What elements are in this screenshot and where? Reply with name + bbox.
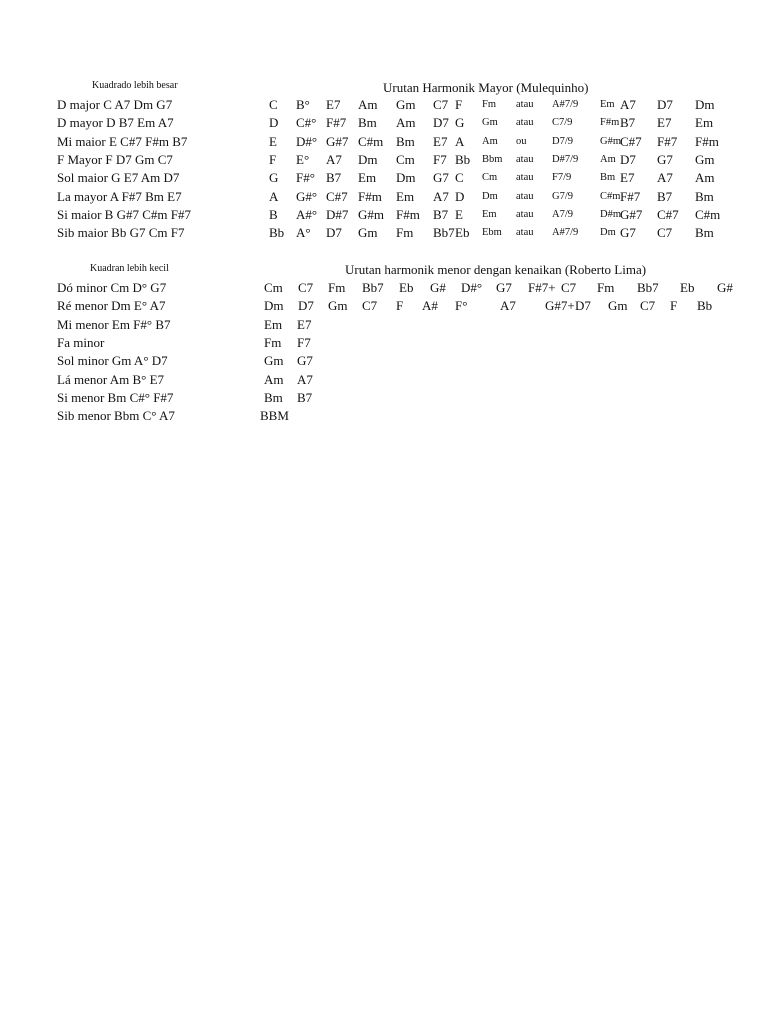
major-chord-cell: C#m [358,133,384,149]
major-chord-cell: atau [516,208,534,220]
major-chord-cell: Eb [455,225,470,241]
major-chord-cell: atau [516,153,534,165]
major-chord-cell: G#m [600,135,621,147]
major-chord-cell: Fm [396,225,414,241]
major-chord-cell: Am [396,115,416,131]
major-chord-cell: Cm [396,151,415,167]
major-chord-cell: Bm [600,172,616,184]
major-left-line: F Mayor F D7 Gm C7 [57,151,173,167]
minor-chord-cell: Am [264,371,284,387]
minor-chord-cell: Dm [264,298,284,314]
major-chord-cell: D#° [296,133,318,149]
major-chord-cell: A [455,133,465,149]
major-chord-cell: D [269,115,279,131]
minor-chord-cell: Bb7 [362,280,384,295]
major-chord-cell: F#m [600,117,620,129]
minor-left-line: Sib menor Bbm C° A7 [57,408,175,424]
major-chord-cell: Bm [695,188,714,204]
major-chord-cell: A#7/9 [552,227,579,239]
major-chord-cell: D#7 [326,206,349,222]
major-chord-cell: Dm [396,170,416,186]
major-chord-cell: Dm [695,97,715,112]
major-chord-cell: Gm [396,97,416,112]
major-chord-cell: E7 [433,133,448,149]
major-chord-cell: E7 [620,170,635,186]
major-left-line: Sib maior Bb G7 Cm F7 [57,225,185,241]
major-chord-cell: Dm [482,190,498,202]
major-chord-cell: Bb7 [433,225,455,241]
major-chord-cell: C#7 [620,133,642,149]
minor-chord-cell: D7 [298,298,314,314]
minor-chord-cell: Bb [697,298,713,314]
major-chord-cell: E7 [326,97,341,112]
major-chord-cell: F7/9 [552,172,572,184]
major-chord-cell: C#7 [326,188,348,204]
major-chord-cell: E° [296,151,310,167]
major-chord-cell: D7 [326,225,342,241]
major-chord-cell: D#7/9 [552,153,579,165]
minor-chord-cell: Eb [680,280,695,295]
minor-left-line: Fa minor [57,334,105,350]
major-chord-cell: A7/9 [552,208,573,220]
minor-right-heading: Urutan harmonik menor dengan kenaikan (Roberto Lima) [345,262,647,277]
major-chord-cell: atau [516,99,534,110]
major-left-line: Mi maior E C#7 F#m B7 [57,133,188,149]
major-chord-cell: E [455,206,463,222]
major-chord-cell: G#m [358,206,384,222]
major-chord-cell: C#7 [657,206,679,222]
minor-left-line: Ré menor Dm E° A7 [57,298,166,314]
major-chord-cell: A#° [296,206,318,222]
major-chord-cell: Em [482,208,497,220]
major-chord-cell: D7 [657,97,673,112]
major-chord-cell: Dm [358,151,378,167]
major-chord-cell: Am [358,97,378,112]
major-left-line: D major C A7 Dm G7 [57,97,173,112]
major-chord-cell: Em [695,115,714,131]
minor-chord-cell: A# [422,298,438,314]
major-chord-cell: atau [516,172,534,184]
major-chord-cell: C [455,170,464,186]
minor-left-line: Sol minor Gm A° D7 [57,353,168,369]
major-chord-cell: D7 [433,115,449,131]
major-chord-cell: D#m [600,208,621,220]
minor-chord-cell: B7 [297,389,313,405]
minor-chord-cell: E7 [297,316,312,332]
major-chord-cell: atau [516,117,534,129]
minor-chord-cell: F [396,298,404,314]
minor-chord-cell: G# [717,280,733,295]
major-chord-cell: A° [296,225,311,241]
minor-chord-cell: G#7+ [545,298,575,314]
minor-chord-cell: F7 [297,334,311,350]
major-chord-cell: F#° [296,170,315,186]
major-chord-cell: D7/9 [552,135,573,147]
major-chord-cell: Bb [269,225,285,241]
major-chord-cell: G#7 [326,133,349,149]
minor-chord-cell: Bb7 [637,280,659,295]
major-chord-cell: C7 [433,97,449,112]
major-chord-cell: A7 [433,188,449,204]
major-chord-cell: G#° [296,188,318,204]
major-chord-cell: A [269,188,279,204]
minor-chord-cell: F#7+ [528,280,556,295]
major-chord-cell: D [455,188,465,204]
major-chord-cell: A7 [326,151,342,167]
major-chord-cell: Cm [482,172,498,184]
major-chord-cell: Bm [396,133,415,149]
major-left-heading: Kuadrado lebih besar [92,80,178,91]
minor-chord-cell: Fm [264,334,282,350]
major-chord-cell: E [269,133,277,149]
minor-chord-cell: C7 [561,280,577,295]
minor-chord-cell: Em [264,316,283,332]
major-chord-cell: D7 [620,151,636,167]
minor-chord-cell: C7 [362,298,378,314]
major-chord-cell: ou [516,135,527,147]
minor-left-line: Lá menor Am B° E7 [57,371,165,387]
major-chord-cell: F#7 [326,115,347,131]
major-chord-cell: B7 [657,188,673,204]
major-chord-cell: B [269,206,278,222]
major-chord-cell: F#m [396,206,420,222]
major-chord-cell: C#m [695,206,721,222]
major-chord-cell: Gm [482,117,498,129]
major-chord-cell: atau [516,190,534,202]
major-chord-cell: F [455,97,463,112]
major-chord-cell: C7 [657,225,673,241]
major-chord-cell: C [269,97,278,112]
major-chord-cell: E7 [657,115,672,131]
minor-chord-cell: G7 [297,353,313,369]
major-chord-cell: Bm [358,115,377,131]
major-chord-cell: Em [600,99,615,110]
major-chord-cell: F#m [695,133,719,149]
major-chord-cell: Bb [455,151,471,167]
minor-chord-cell: C7 [298,280,314,295]
minor-left-line: Si menor Bm C#° F#7 [57,389,174,405]
major-chord-cell: Fm [482,99,497,110]
minor-chord-cell: F° [455,298,468,314]
minor-chord-cell: Gm [328,298,348,314]
major-chord-cell: Am [600,153,616,165]
minor-left-line: Mi menor Em F#° B7 [57,316,171,332]
major-chord-cell: F7 [433,151,447,167]
major-chord-cell: Dm [600,227,616,239]
major-chord-cell: G7 [657,151,673,167]
minor-chord-cell: A7 [297,371,313,387]
major-chord-cell: Gm [358,225,378,241]
major-chord-cell: F#7 [657,133,678,149]
major-left-line: Si maior B G#7 C#m F#7 [57,206,191,222]
minor-chord-cell: G7 [496,280,512,295]
major-chord-cell: A7 [620,97,636,112]
major-chord-cell: Am [695,170,715,186]
major-chord-cell: C7/9 [552,117,573,129]
major-chord-cell: G [455,115,465,131]
minor-chord-cell: Bm [264,389,283,405]
minor-chord-cell: Gm [608,298,628,314]
major-chord-cell: Gm [695,151,715,167]
minor-chord-cell: Fm [328,280,346,295]
major-left-line: D mayor D B7 Em A7 [57,115,174,131]
major-chord-cell: B7 [326,170,342,186]
minor-chord-cell: Cm [264,280,283,295]
major-chord-cell: F#m [358,188,382,204]
minor-chord-cell: Fm [597,280,615,295]
major-chord-cell: Ebm [482,227,502,239]
major-chord-cell: Em [396,188,415,204]
major-chord-cell: Am [482,135,498,147]
major-chord-cell: F#7 [620,188,641,204]
major-chord-cell: G7/9 [552,190,573,202]
major-chord-cell: Em [358,170,377,186]
major-chord-cell: B° [296,97,310,112]
major-chord-cell: C#m [600,190,621,202]
minor-chord-cell: F [670,298,678,314]
minor-chord-cell: BBM [260,408,289,424]
major-chord-cell: Bbm [482,153,503,165]
minor-chord-cell: A7 [500,298,516,314]
major-left-line: La mayor A F#7 Bm E7 [57,188,182,204]
major-right-heading: Urutan Harmonik Mayor (Mulequinho) [383,80,589,95]
minor-left-heading: Kuadran lebih kecil [90,263,169,274]
major-chord-cell: G7 [620,225,636,241]
major-chord-cell: A7 [657,170,673,186]
minor-chord-cell: G# [430,280,446,295]
minor-chord-cell: Eb [399,280,414,295]
minor-chord-cell: C7 [640,298,656,314]
major-chord-cell: B7 [433,206,449,222]
major-chord-cell: Bm [695,225,714,241]
major-chord-cell: atau [516,227,534,239]
major-chord-cell: G7 [433,170,449,186]
major-left-line: Sol maior G E7 Am D7 [57,170,180,186]
minor-chord-cell: Gm [264,353,284,369]
minor-chord-cell: D#° [461,280,483,295]
minor-chord-cell: D7 [575,298,591,314]
major-chord-cell: G [269,170,279,186]
major-chord-cell: F [269,151,277,167]
major-chord-cell: C#° [296,115,317,131]
major-chord-cell: A#7/9 [552,99,579,110]
major-chord-cell: B7 [620,115,636,131]
major-chord-cell: G#7 [620,206,643,222]
minor-left-line: Dó minor Cm D° G7 [57,280,167,295]
